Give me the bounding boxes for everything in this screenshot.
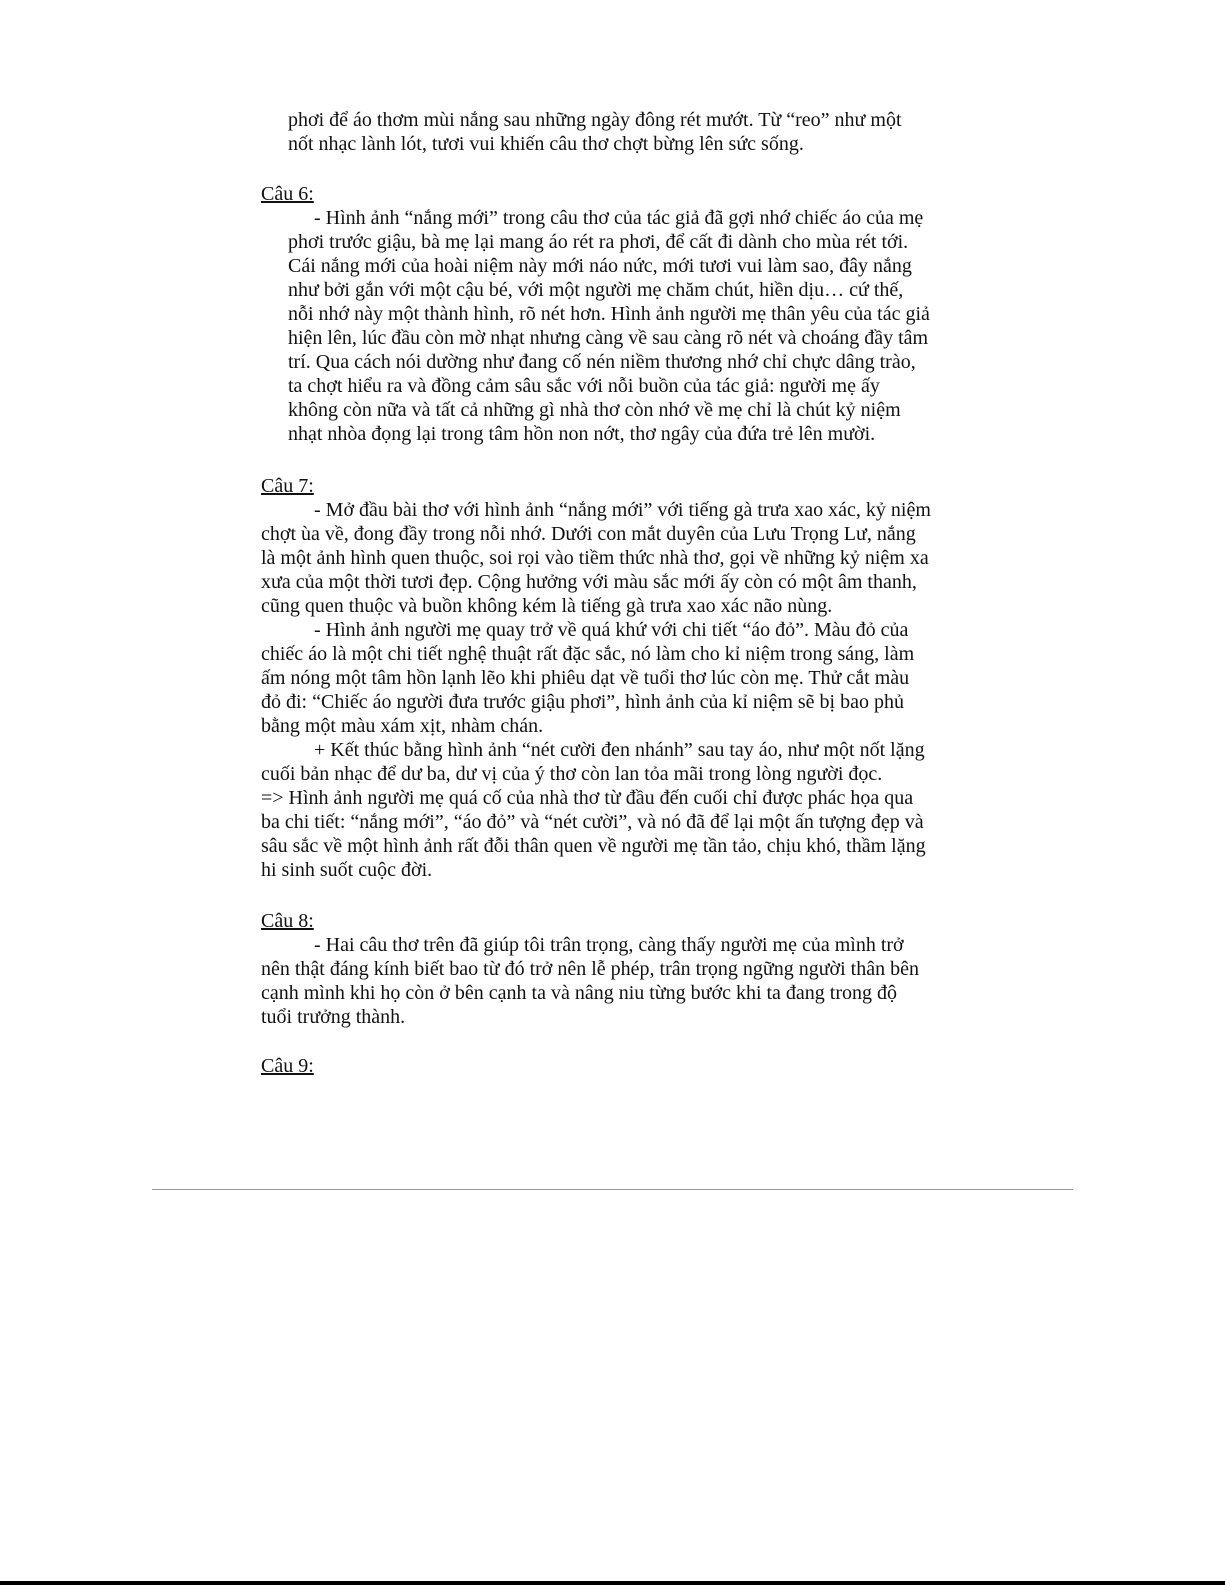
cau-7-line: xưa của một thời tươi đẹp. Cộng hưởng với màu sắc mới ấy còn có một âm thanh, bbox=[261, 571, 917, 593]
section-cau-7 bbox=[261, 474, 1001, 882]
cau-8-line: nên thật đáng kính biết bao từ đó trở nên lễ phép, trân trọng ngững người thân bên bbox=[261, 958, 919, 980]
cau-6-line: như bởi gắn với một cậu bé, với một người mẹ chăm chút, hiền dịu… cứ thế, bbox=[288, 279, 904, 301]
cau-7-line: chợt ùa về, đong đầy trong nỗi nhớ. Dưới con mắt duyên của Lưu Trọng Lư, nắng bbox=[261, 523, 916, 545]
cau-7-line: cuối bản nhạc để dư ba, dư vị của ý thơ còn lan tỏa mãi trong lòng người đọc. bbox=[261, 763, 883, 785]
intro-line-1: phơi để áo thơm mùi nắng sau những ngày đông rét mướt. Từ “reo” như một bbox=[288, 109, 902, 131]
cau-7-line: là một ảnh hình quen thuộc, soi rọi vào tiềm thức nhà thơ, gọi về những kỷ niệm xa bbox=[261, 547, 929, 569]
intro-paragraph bbox=[261, 108, 1001, 156]
cau-7-line: ấm nóng một tâm hồn lạnh lẽo khi phiêu dạt về tuổi thơ lúc còn mẹ. Thử cắt màu bbox=[261, 667, 910, 689]
cau-9-heading: Câu 9: bbox=[261, 1055, 314, 1077]
cau-6-line: hiện lên, lúc đầu còn mờ nhạt nhưng càng về sau càng rõ nét và choáng đầy tâm bbox=[288, 327, 929, 349]
section-cau-9 bbox=[261, 1054, 1001, 1078]
cau-6-line: trí. Qua cách nói dường như đang cố nén niềm thương nhớ chỉ chực dâng trào, bbox=[288, 351, 916, 373]
cau-6-line: nỗi nhớ này một thành hình, rõ nét hơn. Hình ảnh người mẹ thân yêu của tác giả bbox=[288, 303, 930, 325]
cau-8-line: tuổi trưởng thành. bbox=[261, 1006, 406, 1028]
cau-7-line: ba chi tiết: “nắng mới”, “áo đỏ” và “nét cười”, và nó đã để lại một ấn tượng đẹp và bbox=[261, 811, 924, 833]
section-cau-8 bbox=[261, 909, 1001, 1029]
cau-7-line: chiếc áo là một chi tiết nghệ thuật rất đặc sắc, nó làm cho kỉ niệm trong sáng, làm bbox=[261, 643, 915, 665]
cau-7-line: - Hình ảnh người mẹ quay trở về quá khứ với chi tiết “áo đỏ”. Màu đỏ của bbox=[314, 619, 909, 641]
section-cau-6 bbox=[261, 182, 1001, 446]
cau-6-heading: Câu 6: bbox=[261, 183, 314, 205]
cau-6-line: không còn nữa và tất cả những gì nhà thơ còn nhớ về mẹ chỉ là chút kỷ niệm bbox=[288, 399, 901, 421]
cau-7-line: sâu sắc về một hình ảnh rất đỗi thân quen về người mẹ tần tảo, chịu khó, thầm lặng bbox=[261, 835, 926, 857]
cau-7-line: bằng một màu xám xịt, nhàm chán. bbox=[261, 715, 544, 737]
cau-7-line: + Kết thúc bằng hình ảnh “nét cười đen nhánh” sau tay áo, như một nốt lặng bbox=[314, 739, 925, 761]
bottom-edge-rule bbox=[0, 1581, 1225, 1585]
cau-8-line: - Hai câu thơ trên đã giúp tôi trân trọng, càng thấy người mẹ của mình trở bbox=[314, 934, 904, 956]
cau-7-line: hi sinh suốt cuộc đời. bbox=[261, 859, 433, 881]
intro-line-2: nốt nhạc lành lót, tươi vui khiến câu thơ chợt bừng lên sức sống. bbox=[288, 133, 804, 155]
page-divider bbox=[152, 1189, 1073, 1190]
cau-6-line: nhạt nhòa đọng lại trong tâm hồn non nớt, thơ ngây của đứa trẻ lên mười. bbox=[288, 423, 876, 445]
cau-6-line: ta chợt hiểu ra và đồng cảm sâu sắc với nỗi buồn của tác giả: người mẹ ấy bbox=[288, 375, 880, 397]
cau-7-heading: Câu 7: bbox=[261, 475, 314, 497]
cau-6-line: Cái nắng mới của hoài niệm này mới náo nức, mới tươi vui làm sao, đây nắng bbox=[288, 255, 912, 277]
cau-8-heading: Câu 8: bbox=[261, 910, 314, 932]
cau-7-line: => Hình ảnh người mẹ quá cố của nhà thơ từ đầu đến cuối chỉ được phác họa qua bbox=[261, 787, 914, 809]
cau-7-line: đỏ đi: “Chiếc áo người đưa trước giậu phơi”, hình ảnh của kỉ niệm sẽ bị bao phủ bbox=[261, 691, 904, 713]
cau-7-line: - Mở đầu bài thơ với hình ảnh “nắng mới” với tiếng gà trưa xao xác, kỷ niệm bbox=[314, 499, 931, 521]
cau-6-line: - Hình ảnh “nắng mới” trong câu thơ của tác giả đã gợi nhớ chiếc áo của mẹ bbox=[314, 207, 924, 229]
cau-7-line: cũng quen thuộc và buồn không kém là tiếng gà trưa xao xác não nùng. bbox=[261, 595, 833, 617]
cau-8-line: cạnh mình khi họ còn ở bên cạnh ta và nâng niu từng bước khi ta đang trong độ bbox=[261, 982, 898, 1004]
cau-6-line: phơi trước giậu, bà mẹ lại mang áo rét ra phơi, để cất đi dành cho mùa rét tới. bbox=[288, 231, 909, 253]
